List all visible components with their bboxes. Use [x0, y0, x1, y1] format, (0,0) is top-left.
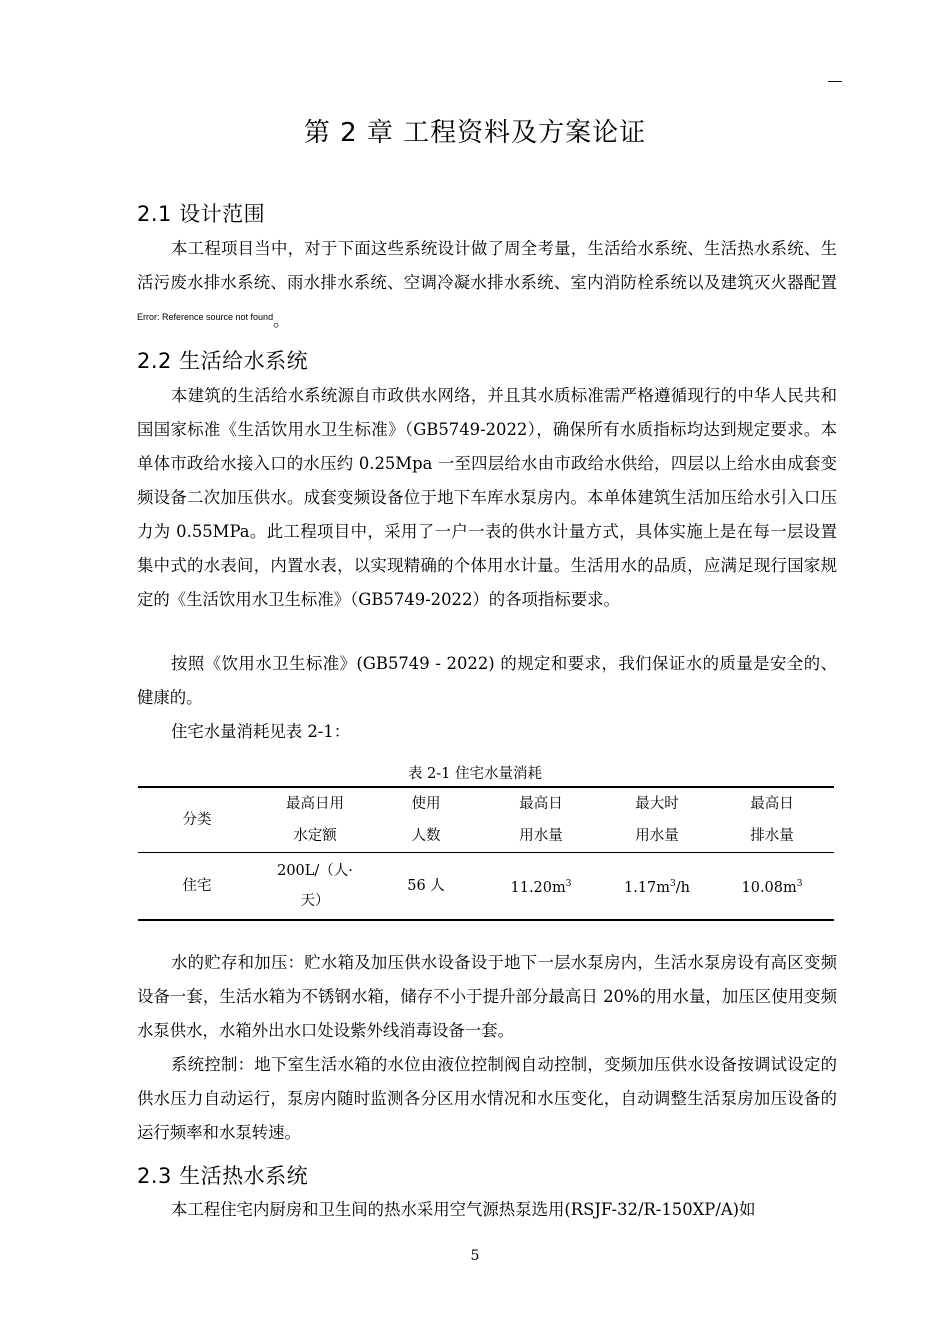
paragraph-text: 本工程项目当中，对于下面这些系统设计做了周全考量，生活给水系统、生活热水系统、生活污废水排水系统、雨水排水系统、空调冷凝水排水系统、室内消防栓系统以及建筑灭火器配置: [137, 239, 837, 292]
paragraph-design-scope: [137, 232, 837, 338]
paragraph-table-intro: 住宅水量消耗见表 2-1：: [171, 722, 351, 741]
cell-max-hourly-use: $1.17m^3/h$: [623, 879, 690, 896]
paragraph-water-quality: 按照《饮用水卫生标准》(GB5749 - 2022) 的规定和要求，我们保证水的质量是安全的、健康的。: [137, 654, 837, 707]
paragraph-end: 。: [273, 311, 290, 330]
table-caption: 表 2-1 住宅水量消耗: [407, 766, 543, 782]
table-row: [138, 853, 834, 921]
paragraph-water-supply-source: 本建筑的生活给水系统源自市政供水网络，并且其水质标准需严格遵循现行的中华人民共和国国家标准《生活饮用水卫生标准》（GB5749-2022），确保所有水质指标均达到规定要求。本单体市政给水接入口的水压约 0.25Mpa 一至四层给水由市政给水供给，四层以上给水由成套变频设备二次加压供水。成套变频设备位于地下车库水泵房内。本单体建筑生活加压给水引入口压力为 0.55MPa。此工程项目中，采用了一户一表的供水计量方式，具体实施上是在每一层设置集中式的水表间，内置水表，以实现精确的个体用水计量。生活用水的品质，应满足现行国家规定的《生活饮用水卫生标准》（GB5749-2022）的各项指标要求。: [137, 386, 837, 609]
section-heading-2-1: 2.1 设计范围: [137, 202, 266, 226]
paragraph-system-control: 系统控制：地下室生活水箱的水位由液位控制阀自动控制，变频加压供水设备按调试设定的供水压力自动运行，泵房内随时监测各分区用水情况和水压变化，自动调整生活泵房加压设备的运行频率和水泵转速。: [137, 1055, 837, 1142]
chapter-title: 第 2 章 工程资料及方案论证: [303, 118, 647, 148]
paragraph-hot-water: 本工程住宅内厨房和卫生间的热水采用空气源热泵选用(RSJF-32/R-150XP/A)如: [171, 1200, 756, 1219]
cell-users: 56 人: [407, 878, 445, 894]
header-users: 使用 人数: [411, 796, 441, 844]
cell-category: 住宅: [182, 878, 212, 894]
cell-daily-quota: 200L/（人· 天）: [277, 863, 353, 909]
paragraph-storage-pressurization: 水的贮存和加压：贮水箱及加压供水设备设于地下一层水泵房内，生活水泵房设有高区变频设备一套，生活水箱为不锈钢水箱，储存不小于提升部分最高日 20%的用水量，加压区使用变频水泵供水，水箱外出水口处设紫外线消毒设备一套。: [137, 953, 837, 1040]
cell-max-daily-drain: $10.08m^3$: [741, 879, 803, 896]
header-category: 分类: [182, 812, 212, 828]
header-max-daily-use: 最高日 用水量: [519, 796, 563, 844]
header-max-daily-drain: 最高日 排水量: [750, 796, 794, 844]
section-heading-2-2: 2.2 生活给水系统: [137, 349, 309, 373]
header-mark: —: [828, 72, 842, 88]
cell-max-daily-use: $11.20m^3$: [510, 879, 572, 896]
table-header-row: [138, 787, 834, 853]
reference-error-note: Error: Reference source not found: [137, 312, 274, 322]
water-consumption-table: [138, 786, 834, 921]
page-number: 5: [470, 1248, 480, 1264]
section-heading-2-3: 2.3 生活热水系统: [137, 1164, 309, 1188]
header-max-hourly-use: 最大时 用水量: [635, 796, 679, 844]
header-daily-quota: 最高日用 水定额: [286, 796, 344, 844]
